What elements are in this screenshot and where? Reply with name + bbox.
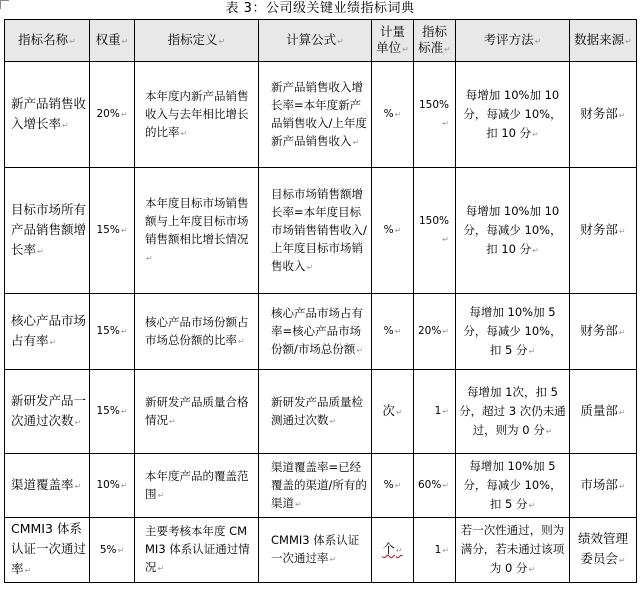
cell-definition: 本年度内新产品销售收入与去年相比增长的比率 ↵ [135, 62, 259, 168]
cell-unit: % ↵ [372, 294, 414, 370]
cell-weight: 20% ↵ [90, 62, 135, 168]
cell-target: 1 ↵ [414, 518, 456, 583]
cell-formula: 核心产品市场占有率=核心产品市场份额/市场总份额 ↵ [259, 294, 372, 370]
cell-unit: 次 ↵ [372, 370, 414, 454]
table-row [5, 370, 637, 454]
cell-target: 1 ↵ [414, 370, 456, 454]
table-row [5, 62, 637, 168]
cell-formula: 新产品销售收入增长率=本年度新产品销售收入/上年度新产品销售收入 ↵ [259, 62, 372, 168]
cell-weight: 15% ↵ [90, 294, 135, 370]
cell-target: 20% ↵ [414, 294, 456, 370]
cell-method: 每增加 10%加 5 分，每减少 10%，扣 5 分 ↵ [456, 294, 570, 370]
cell-target: 150% ↵ [414, 168, 456, 294]
header-row [5, 20, 637, 62]
cell-formula: 渠道覆盖率=已经覆盖的渠道/所有的渠道 ↵ [259, 454, 372, 518]
header-data-source: 数据来源 ↵ [570, 20, 637, 62]
header-unit: 计量单位 ↵ [372, 20, 414, 62]
cell-method: 每增加 10%加 5 分，每减少 10%，扣 5 分 ↵ [456, 454, 570, 518]
cell-unit: 个 ↵ [372, 518, 414, 583]
cell-source: 市场部 ↵ [570, 454, 637, 518]
cell-name: 核心产品市场占有率 ↵ [5, 294, 90, 370]
cell-method: 每增加 1次，扣 5 分，超过 3 次仍未通过，则为 0 分 ↵ [456, 370, 570, 454]
table-row [5, 294, 637, 370]
cell-source: 绩效管理委员会 ↵ [570, 518, 637, 583]
cell-method: 每增加 10%加 10 分，每减少 10%，扣 10 分 ↵ [456, 168, 570, 294]
cell-definition: 本年度目标市场销售额与上年度目标市场销售额相比增长情况 ↵ [135, 168, 259, 294]
cell-formula: 目标市场销售额增长率=本年度目标市场销售销售收入/上年度目标市场销售收入 ↵ [259, 168, 372, 294]
table-title: 表 3：公司级关键业绩指标词典 [225, 1, 415, 16]
table-row [5, 168, 637, 294]
cell-name: 目标市场所有产品销售额增长率 ↵ [5, 168, 90, 294]
cell-unit: % ↵ [372, 168, 414, 294]
cell-weight: 10% ↵ [90, 454, 135, 518]
cell-definition: 新研发产品质量合格情况 ↵ [135, 370, 259, 454]
table-row [5, 454, 637, 518]
cell-name: 新研发产品一次通过次数 ↵ [5, 370, 90, 454]
header-formula: 计算公式 ↵ [259, 20, 372, 62]
cell-source: 财务部 ↵ [570, 168, 637, 294]
header-indicator-name: 指标名称 ↵ [5, 20, 90, 62]
header-weight: 权重 ↵ [90, 20, 135, 62]
cell-source: 质量部 ↵ [570, 370, 637, 454]
cell-name: 渠道覆盖率 ↵ [5, 454, 90, 518]
cell-method: 若一次性通过，则为满分，若未通过该项为 0 分 ↵ [456, 518, 570, 583]
cell-source: 财务部 ↵ [570, 294, 637, 370]
cell-definition: 本年度产品的覆盖范围 ↵ [135, 454, 259, 518]
cell-name: 新产品销售收入增长率 ↵ [5, 62, 90, 168]
cell-name: CMMI3 体系认证一次通过率 ↵ [5, 518, 90, 583]
cell-weight: 5% ↵ [90, 518, 135, 583]
cell-weight: 15% ↵ [90, 168, 135, 294]
cell-target: 60% ↵ [414, 454, 456, 518]
header-standard: 指标标准 ↵ [414, 20, 456, 62]
cell-method: 每增加 10%加 10 分，每减少 10%，扣 10 分 ↵ [456, 62, 570, 168]
header-definition: 指标定义 ↵ [135, 20, 259, 62]
cell-target: 150% ↵ [414, 62, 456, 168]
cell-weight: 15% ↵ [90, 370, 135, 454]
table-row [5, 518, 637, 583]
cell-source: 财务部 ↵ [570, 62, 637, 168]
cell-definition: 主要考核本年度 CMMI3 体系认证通过情况 ↵ [135, 518, 259, 583]
cell-formula: 新研发产品质量检测通过次数 ↵ [259, 370, 372, 454]
cell-definition: 核心产品市场份额占市场总份额的比率 ↵ [135, 294, 259, 370]
cell-unit: % ↵ [372, 62, 414, 168]
cell-unit: % ↵ [372, 454, 414, 518]
kpi-dictionary-table [4, 19, 637, 583]
cell-formula: CMMI3 体系认证一次通过率 ↵ [259, 518, 372, 583]
header-method: 考评方法 ↵ [456, 20, 570, 62]
